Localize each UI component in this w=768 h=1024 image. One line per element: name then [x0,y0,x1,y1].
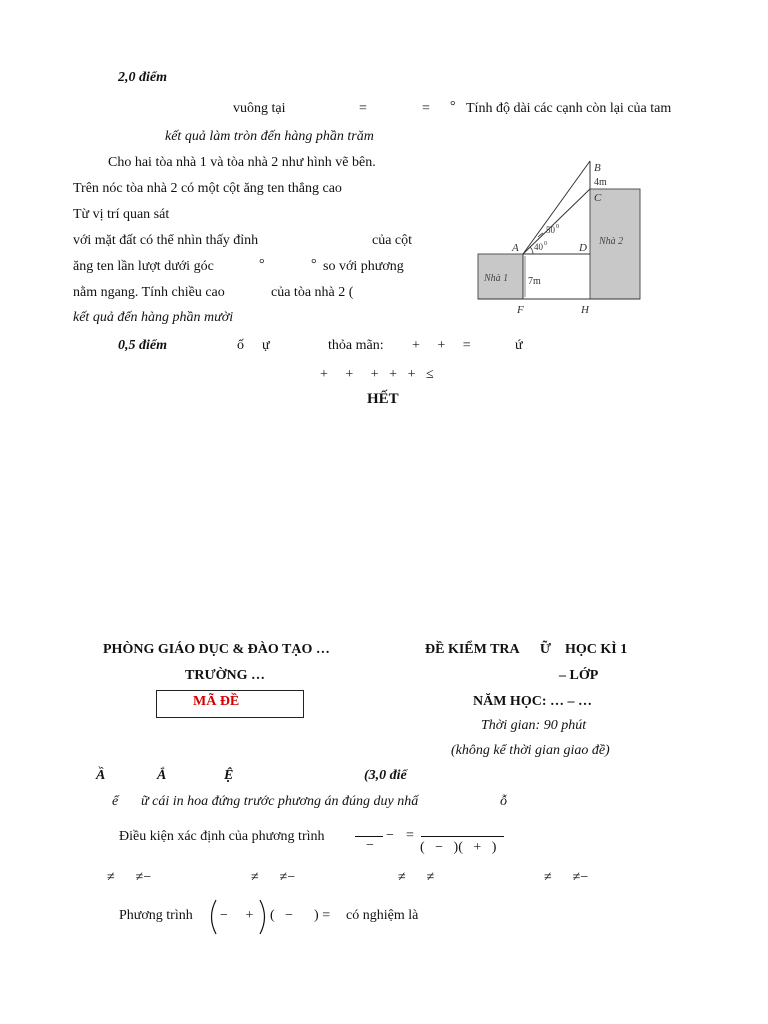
text-fragment: ứ [515,338,523,353]
degree-sign: ° [450,99,456,114]
score-label: 2,0 điểm [118,70,167,85]
section-heading-fragment: Ầ [96,768,106,783]
degree-sign: ° [259,257,265,272]
label-40: 40 [534,242,543,252]
time-allowed: Thời gian: 90 phút [481,718,587,733]
paragraph-line: Từ vị trí quan sát [73,207,170,222]
buildings-figure [470,153,656,323]
paren-content: ( − ) = [270,908,331,923]
equals-sign: = [422,101,430,116]
label-f: F [517,304,524,316]
label-7m: 7m [528,276,541,287]
paragraph-line: Trên nóc tòa nhà 2 có một cột ăng ten thẳng cao [73,181,342,196]
paragraph-line: nằm ngang. Tính chiều cao [73,285,225,300]
rounding-note: kết quả làm tròn đến hàng phần trăm [165,129,374,144]
text-fragment: ố [237,338,244,353]
label-4m: 4m [594,177,607,188]
option-d: ≠ ≠− [544,870,589,885]
paragraph-line: Cho hai tòa nhà 1 và tòa nhà 2 như hình vẽ bên. [108,155,376,170]
school-name: TRƯỜNG … [185,668,265,683]
right-paren [258,898,270,936]
rounding-note: kết quả đến hàng phần mười [73,310,234,325]
exam-title: ĐỀ KIỂM TRA Ữ HỌC KÌ 1 [425,642,628,657]
text-fragment: ự [262,338,270,353]
label-h: H [581,304,589,316]
fraction-bar [355,836,383,837]
equals-sign: = [406,828,414,843]
text-fragment: Tính độ dài các cạnh còn lại của tam [466,101,672,116]
section-points: (3,0 điể [364,768,407,783]
instruction-fragment: ể [112,794,119,809]
label-d: D [579,242,587,254]
label-nha2: Nhà 2 [599,236,624,247]
fraction-bar [421,836,504,837]
section-heading-fragment: Ệ [224,768,234,783]
text-fragment: thỏa mãn: [328,338,384,353]
paragraph-line: với mặt đất có thể nhìn thấy đỉnh [73,233,259,248]
time-note: (không kể thời gian giao đề) [451,743,610,758]
question-1-text: Điều kiện xác định của phương trình [119,829,325,844]
question-2-text: Phương trình [119,908,193,923]
minus-sign: − [366,838,374,853]
label-50: 50 [546,225,555,235]
question-2-tail: có nghiệm là [346,908,419,923]
paragraph-line: của cột [372,233,413,248]
school-year: NĂM HỌC: … – … [473,694,592,709]
inequality-line: + + + + + ≤ [320,367,434,382]
section-heading-fragment: Ắ [157,768,167,783]
text-fragment: vuông tại [233,101,286,116]
left-paren [206,898,218,936]
equals-sign: = [359,101,367,116]
label-a: A [512,242,519,254]
paragraph-line: so với phương [323,259,404,274]
label-c: C [594,192,602,204]
grade-label: – LỚP [559,668,599,683]
exam-code-label: MÃ ĐỀ [193,694,240,709]
label-b: B [594,162,601,174]
degree-sign: ° [311,257,317,272]
label-40-sup: 0 [544,241,547,247]
option-b: ≠ ≠− [251,870,296,885]
paragraph-line: ăng ten lần lượt dưới góc [73,259,214,274]
department-name: PHÒNG GIÁO DỤC & ĐÀO TẠO … [103,642,330,657]
label-50-sup: 0 [556,224,559,230]
paren-content: − + [220,908,254,923]
option-a: ≠ ≠− [107,870,152,885]
denominator: ( − )( + ) [420,840,497,855]
score-label: 0,5 điểm [118,338,167,353]
paragraph-line: của tòa nhà 2 ( [271,285,354,300]
end-label: HẾT [367,391,399,407]
instruction-fragment: ỗ [500,794,507,809]
label-nha1: Nhà 1 [484,273,509,284]
equation-line: + + = [412,338,471,353]
option-c: ≠ ≠ [398,870,435,885]
minus-sign: − [386,828,394,843]
instruction-text: ữ cái in hoa đứng trước phương án đúng duy nhấ [141,794,419,809]
